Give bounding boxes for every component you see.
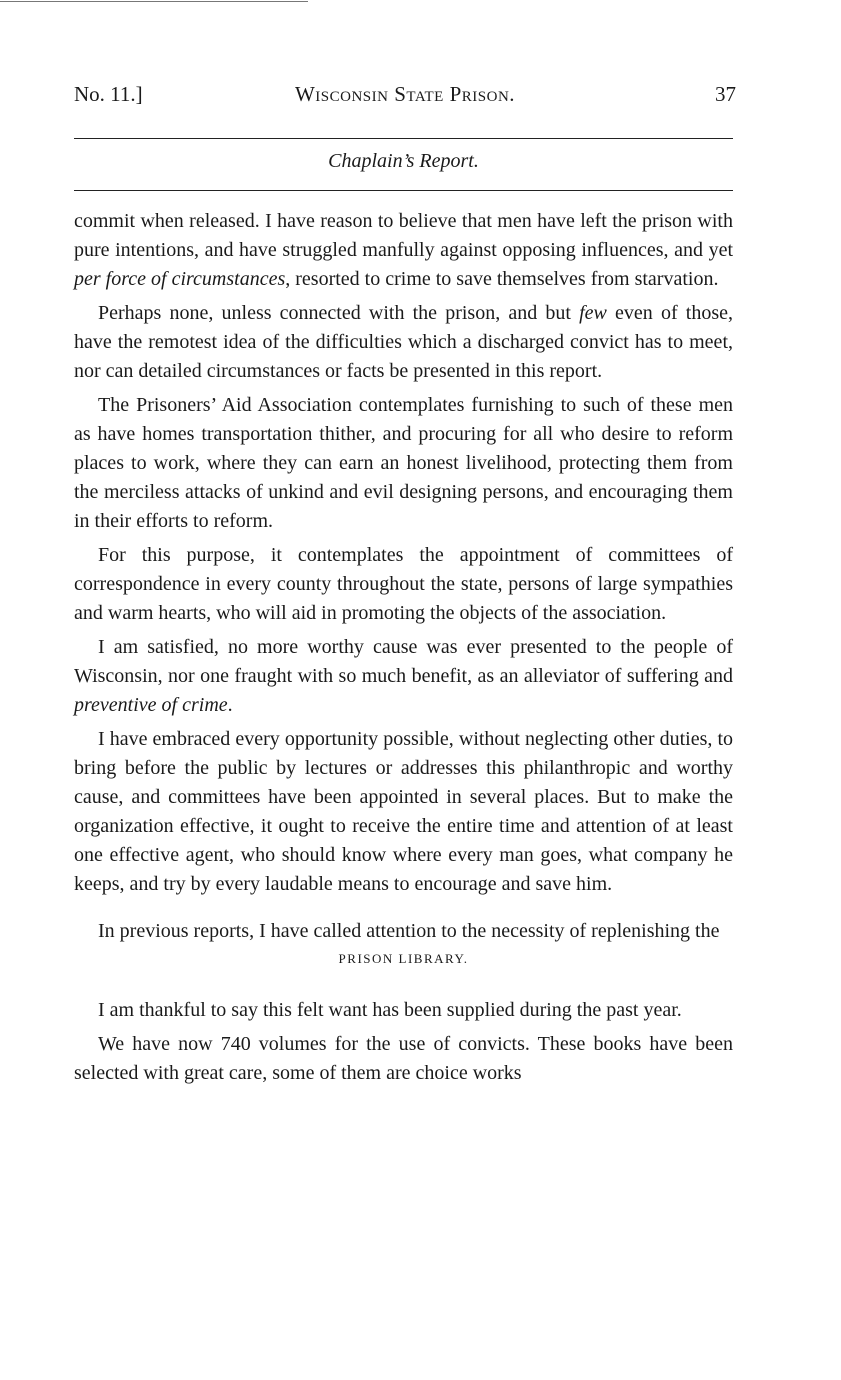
paragraph-1-text: commit when released. I have reason to believe that men have left the prison with pure intentions, and have struggled manfully against opposing influences, and yet — [74, 210, 733, 261]
paragraph-7: In previous reports, I have called attention to the necessity of replenishing the — [98, 920, 720, 942]
paragraph-1 — [74, 207, 733, 294]
body-text — [74, 207, 733, 1093]
paragraph-2-text: Perhaps none, unless connected with the prison, and but — [98, 302, 580, 324]
header-rule-bottom — [74, 190, 733, 191]
paragraph-5-italic: preventive of crime — [74, 694, 228, 716]
paragraph-6: I have embraced every opportunity possible, without neglecting other duties, to bring before the public by lectures or addresses this philanthropic and worthy cause, and committees have been appointed in several places. But to make the organization effective, it ought to receive the entire time and attention of at least one effective agent, who should know where every man goes, what company he keeps, and try by every laudable means to encourage and save him. — [74, 728, 733, 895]
paragraph-1-tail: , resorted to crime to save themselves from starvation. — [285, 268, 719, 290]
paragraph-2 — [74, 299, 733, 386]
running-title: Wisconsin State Prison. — [294, 82, 516, 106]
paragraph-2-tail: even of those, have the remotest idea of the difficulties which a discharged convict has to meet, nor can detailed circumstances or facts be presented in this report. — [74, 302, 733, 382]
section-title: Chaplain’s Report. — [328, 150, 479, 172]
header-rule-top — [74, 138, 733, 139]
document-number: No. 11.] — [74, 82, 143, 106]
paragraph-9: We have now 740 volumes for the use of convicts. These books have been selected with great care, some of them are choice works — [74, 1033, 733, 1084]
paragraph-2-italic: few — [579, 302, 607, 324]
paragraph-4: For this purpose, it contemplates the appointment of committees of correspondence in every county throughout the state, persons of large sympathies and warm hearts, who will aid in promoting the objects of the association. — [74, 544, 733, 624]
subheading-prison-library: PRISON LIBRARY. — [338, 951, 469, 966]
page-number: 37 — [715, 82, 736, 106]
running-header — [74, 82, 736, 116]
paragraph-5-tail: . — [227, 694, 233, 716]
top-edge-line — [0, 1, 308, 2]
paragraph-1-italic: per force of circumstances — [74, 268, 286, 290]
paragraph-5 — [74, 633, 733, 720]
paragraph-3: The Prisoners’ Aid Association contemplates furnishing to such of these men as have homes transportation thither, and procuring for all who desire to reform places to work, where they can earn an honest livelihood, protecting them from the merciless attacks of unkind and evil designing persons, and encouraging them in their efforts to reform. — [74, 394, 733, 532]
paragraph-8: I am thankful to say this felt want has been supplied during the past year. — [98, 999, 682, 1021]
paragraph-5-text: I am satisfied, no more worthy cause was ever presented to the people of Wisconsin, nor one fraught with so much benefit, as an alleviator of suffering and — [74, 636, 733, 687]
